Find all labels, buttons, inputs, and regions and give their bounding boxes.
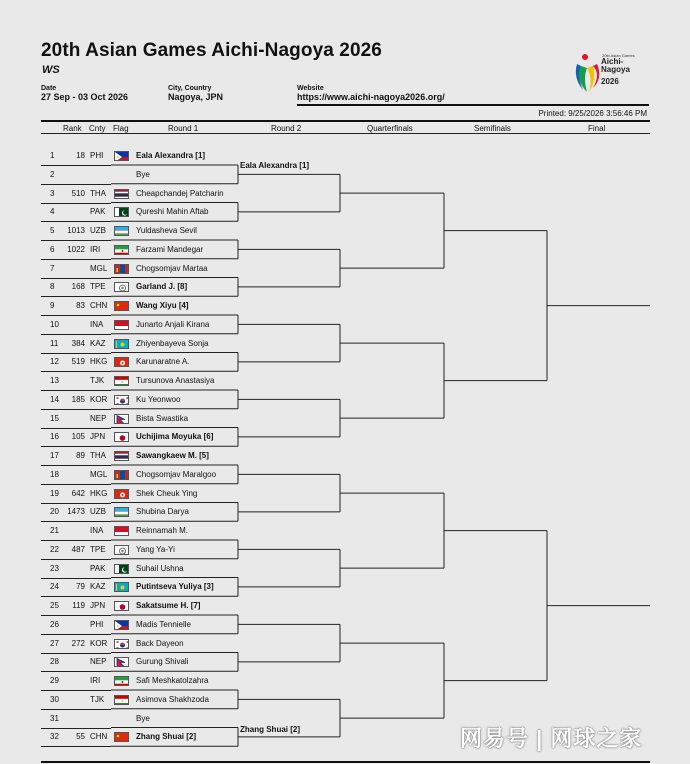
draw-position: 3: [50, 188, 55, 198]
draw-position: 21: [50, 526, 59, 535]
player-name[interactable]: Wang Xiyu [4]: [136, 301, 189, 310]
col-header-quarterfinals: Quarterfinals: [367, 124, 413, 133]
player-rank: 89: [76, 451, 85, 460]
draw-position: 22: [50, 544, 59, 554]
city-value: Nagoya, JPN: [168, 92, 224, 102]
player-rank: 55: [76, 732, 85, 742]
player-name[interactable]: Shek Cheuk Ying: [136, 488, 198, 498]
draw-position: 5: [50, 226, 55, 235]
player-rank: 185: [71, 394, 85, 404]
player-country: HKG: [90, 357, 108, 367]
player-name[interactable]: Bye: [136, 713, 150, 723]
draw-position: 12: [50, 357, 59, 367]
player-rank: 1013: [67, 226, 85, 235]
player-rank: 1022: [67, 244, 85, 254]
player-rank: 272: [71, 638, 85, 648]
player-country: IRI: [90, 244, 101, 254]
player-country: CHN: [90, 301, 108, 310]
player-name[interactable]: Sawangkaew M. [5]: [136, 451, 209, 460]
player-country: CHN: [90, 732, 108, 742]
player-country: THA: [90, 188, 106, 198]
round2-winner-top: Eala Alexandra [1]: [240, 161, 310, 170]
player-country: KAZ: [90, 582, 106, 592]
draw-position: 9: [50, 301, 55, 310]
draw-position: 19: [50, 488, 59, 498]
player-country: UZB: [90, 507, 106, 517]
draw-position: 15: [50, 413, 59, 423]
player-country: KOR: [90, 394, 108, 404]
player-name[interactable]: Chogsomjav Martaa: [136, 263, 208, 273]
player-name[interactable]: Karunaratne A.: [136, 357, 190, 367]
player-country: PAK: [90, 563, 106, 573]
player-name[interactable]: Junarto Anjali Kirana: [136, 319, 210, 329]
event-code: WS: [42, 64, 60, 76]
player-name[interactable]: Putintseva Yuliya [3]: [136, 582, 214, 592]
draw-position: 31: [50, 713, 59, 723]
player-country: INA: [90, 526, 104, 535]
player-country: JPN: [90, 432, 106, 442]
draw-position: 7: [50, 263, 55, 273]
player-country: KOR: [90, 638, 108, 648]
player-country: PHI: [90, 151, 104, 160]
draw-position: 28: [50, 657, 59, 667]
player-country: PHI: [90, 619, 104, 629]
printed-timestamp: Printed: 9/25/2026 3:56:46 PM: [538, 109, 647, 118]
draw-position: 10: [50, 319, 59, 329]
player-name[interactable]: Ku Yeonwoo: [136, 394, 181, 404]
city-label: City, Country: [168, 85, 212, 92]
player-name[interactable]: Chogsomjav Maralgoo: [136, 469, 217, 479]
draw-position: 16: [50, 432, 59, 442]
col-header-round2: Round 2: [271, 124, 302, 133]
col-header-round1: Round 1: [168, 124, 199, 133]
player-name[interactable]: Farzami Mandegar: [136, 244, 204, 254]
player-name[interactable]: Reinnamah M.: [136, 526, 189, 535]
draw-position: 2: [50, 169, 55, 179]
player-country: HKG: [90, 488, 108, 498]
draw-position: 27: [50, 638, 59, 648]
player-name[interactable]: Bista Swastika: [136, 413, 189, 423]
player-name[interactable]: Zhang Shuai [2]: [136, 732, 196, 742]
tournament-title: 20th Asian Games Aichi-Nagoya 2026: [41, 40, 382, 61]
player-country: MGL: [90, 469, 108, 479]
player-name[interactable]: Cheapchandej Patcharin: [136, 188, 224, 198]
player-name[interactable]: Suhail Ushna: [136, 563, 184, 573]
col-header-flag: Flag: [113, 124, 129, 133]
player-name[interactable]: Qureshi Mahin Aftab: [136, 207, 209, 217]
player-country: INA: [90, 319, 104, 329]
player-country: NEP: [90, 657, 107, 667]
player-country: UZB: [90, 226, 106, 235]
website-link[interactable]: https://www.aichi-nagoya2026.org/: [297, 92, 445, 102]
draw-position: 13: [50, 376, 59, 385]
date-label: Date: [41, 85, 57, 92]
player-rank: 105: [71, 432, 85, 442]
player-name[interactable]: Bye: [136, 169, 150, 179]
draw-position: 4: [50, 207, 55, 217]
player-rank: 168: [71, 282, 85, 292]
draw-position: 23: [50, 563, 59, 573]
player-country: KAZ: [90, 338, 106, 348]
player-name[interactable]: Sakatsume H. [7]: [136, 601, 201, 610]
round2-winner-bottom: Zhang Shuai [2]: [240, 725, 300, 734]
player-rank: 487: [71, 544, 85, 554]
logo-caption: 20th Asian Games: [602, 53, 635, 58]
draw-position: 24: [50, 582, 59, 592]
draw-position: 8: [50, 282, 55, 292]
draw-position: 14: [50, 394, 59, 404]
draw-position: 25: [50, 601, 59, 610]
draw-position: 26: [50, 619, 59, 629]
player-country: TJK: [90, 376, 105, 385]
player-name[interactable]: Tursunova Anastasiya: [136, 376, 215, 385]
player-name[interactable]: Yang Ya-Yi: [136, 544, 175, 554]
draw-position: 18: [50, 469, 59, 479]
draw-position: 17: [50, 451, 59, 460]
draw-position: 11: [50, 338, 59, 348]
col-header-semifinals: Semifinals: [474, 124, 511, 133]
player-rank: 79: [76, 582, 85, 592]
player-country: TJK: [90, 694, 105, 704]
player-country: TPE: [90, 544, 106, 554]
col-header-final: Final: [588, 124, 606, 133]
player-rank: 18: [76, 151, 85, 160]
player-country: IRI: [90, 676, 101, 685]
player-country: THA: [90, 451, 106, 460]
draw-position: 30: [50, 694, 59, 704]
draw-position: 1: [50, 151, 55, 160]
player-name[interactable]: Madis Tennielle: [136, 619, 191, 629]
logo-city: Aichi- Nagoya: [601, 57, 630, 74]
player-rank: 510: [71, 188, 85, 198]
player-country: MGL: [90, 263, 108, 273]
player-rank: 384: [71, 338, 85, 348]
draw-position: 29: [50, 676, 59, 685]
player-name[interactable]: Gurung Shivali: [136, 657, 189, 667]
draw-position: 32: [50, 732, 59, 742]
player-name[interactable]: Zhiyenbayeva Sonja: [136, 338, 209, 348]
player-country: JPN: [90, 601, 106, 610]
player-country: TPE: [90, 282, 106, 292]
website-label: Website: [297, 85, 324, 92]
player-name[interactable]: Asimova Shakhzoda: [136, 694, 209, 704]
player-name[interactable]: Uchijima Moyuka [6]: [136, 432, 214, 442]
watermark: 网易号 | 网球之家: [460, 726, 643, 751]
player-name[interactable]: Eala Alexandra [1]: [136, 151, 206, 160]
player-rank: 119: [72, 601, 85, 610]
col-header-cnty: Cnty: [89, 124, 106, 133]
player-name[interactable]: Garland J. [8]: [136, 282, 188, 292]
player-rank: 1473: [67, 507, 85, 517]
player-rank: 83: [76, 301, 85, 310]
footer-rule: [41, 761, 650, 763]
player-name[interactable]: Safi Meshkatolzahra: [136, 676, 209, 685]
draw-position: 20: [50, 507, 59, 517]
player-country: PAK: [90, 207, 106, 217]
draw-position: 6: [50, 244, 55, 254]
col-header-rank: Rank: [63, 124, 82, 133]
player-name[interactable]: Back Dayeon: [136, 638, 184, 648]
player-rank: 642: [71, 488, 85, 498]
player-name[interactable]: Yuldasheva Sevil: [136, 226, 197, 235]
player-name[interactable]: Shubina Darya: [136, 507, 189, 517]
logo-year: 2026: [601, 77, 619, 86]
player-country: NEP: [90, 413, 107, 423]
player-rank: 519: [71, 357, 85, 367]
date-value: 27 Sep - 03 Oct 2026: [41, 92, 129, 102]
